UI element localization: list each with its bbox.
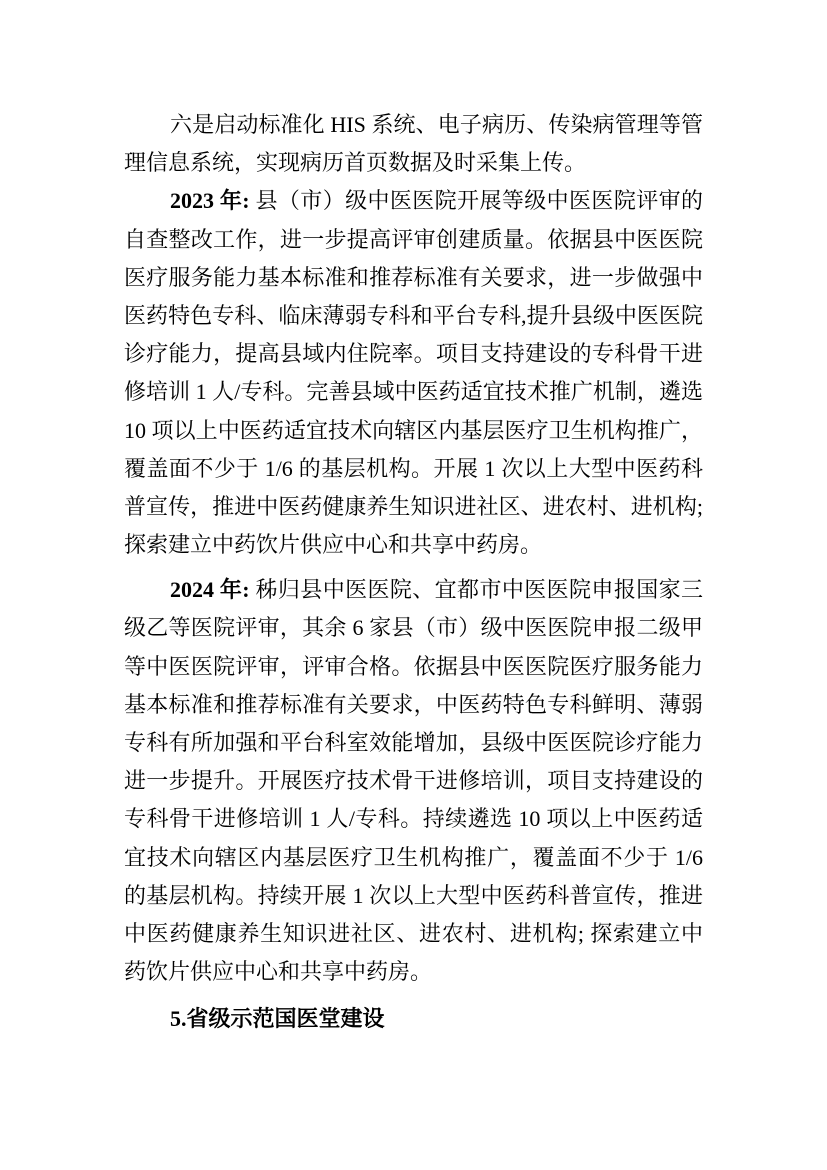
- paragraph-line: 等中医医院评审，评审合格。依据县中医医院医疗服务能力: [124, 653, 703, 679]
- paragraph-his-system: [124, 106, 703, 182]
- paragraph-line: 专科骨干进修培训 1 人/专科。持续遴选 10 项以上中医药适: [124, 806, 703, 832]
- section-heading: 5.省级示范国医堂建设: [170, 1006, 385, 1032]
- paragraph-line: 修培训 1 人/专科。完善县域中医药适宜技术推广机制，遴选: [124, 379, 703, 405]
- paragraph-line: [124, 571, 703, 609]
- paragraph-line: 诊疗能力，提高县域内住院率。项目支持建设的专科骨干进: [124, 341, 703, 367]
- paragraph-line: 医药特色专科、临床薄弱专科和平台专科,提升县级中医医院: [124, 302, 703, 328]
- paragraph-2024: [124, 571, 703, 991]
- paragraph-year-lead: 2024 年:: [170, 577, 250, 603]
- paragraph-line: 基本标准和推荐标准有关要求，中医药特色专科鲜明、薄弱: [124, 691, 703, 717]
- paragraph-2023: [124, 182, 703, 564]
- paragraph-line: [124, 182, 703, 220]
- paragraph-line: 探索建立中药饮片供应中心和共享中药房。: [124, 532, 543, 558]
- paragraph-line: 自查整改工作，进一步提高评审创建质量。依据县中医医院: [124, 226, 703, 252]
- paragraph-line: 中医药健康养生知识进社区、进农村、进机构; 探索建立中: [124, 920, 703, 946]
- paragraph-line: 理信息系统，实现病历首页数据及时采集上传。: [124, 150, 587, 176]
- paragraph-line: 药饮片供应中心和共享中药房。: [124, 959, 433, 985]
- paragraph-line: 进一步提升。开展医疗技术骨干进修培训，项目支持建设的: [124, 768, 703, 794]
- paragraph-line: 宜技术向辖区内基层医疗卫生机构推广，覆盖面不少于 1/6: [124, 844, 703, 870]
- paragraph-line: 的基层机构。持续开展 1 次以上大型中医药科普宣传，推进: [124, 882, 703, 908]
- paragraph-line: 覆盖面不少于 1/6 的基层机构。开展 1 次以上大型中医药科: [124, 455, 703, 481]
- paragraph-line-text: 县（市）级中医医院开展等级中医医院评审的: [249, 188, 703, 214]
- paragraph-line: 普宣传，推进中医药健康养生知识进社区、进农村、进机构;: [124, 493, 703, 519]
- paragraph-line: 专科有所加强和平台科室效能增加，县级中医医院诊疗能力: [124, 730, 703, 755]
- paragraph-line: 10 项以上中医药适宜技术向辖区内基层医疗卫生机构推广，: [124, 417, 703, 443]
- paragraph-line: 六是启动标准化 HIS 系统、电子病历、传染病管理等管: [170, 112, 703, 137]
- paragraph-year-lead: 2023 年:: [170, 188, 250, 214]
- paragraph-line: 医疗服务能力基本标准和推荐标准有关要求，进一步做强中: [124, 264, 703, 290]
- paragraph-line: 级乙等医院评审，其余 6 家县（市）级中医医院申报二级甲: [124, 615, 703, 641]
- paragraph-line-text: 秭归县中医医院、宜都市中医医院申报国家三: [249, 577, 703, 603]
